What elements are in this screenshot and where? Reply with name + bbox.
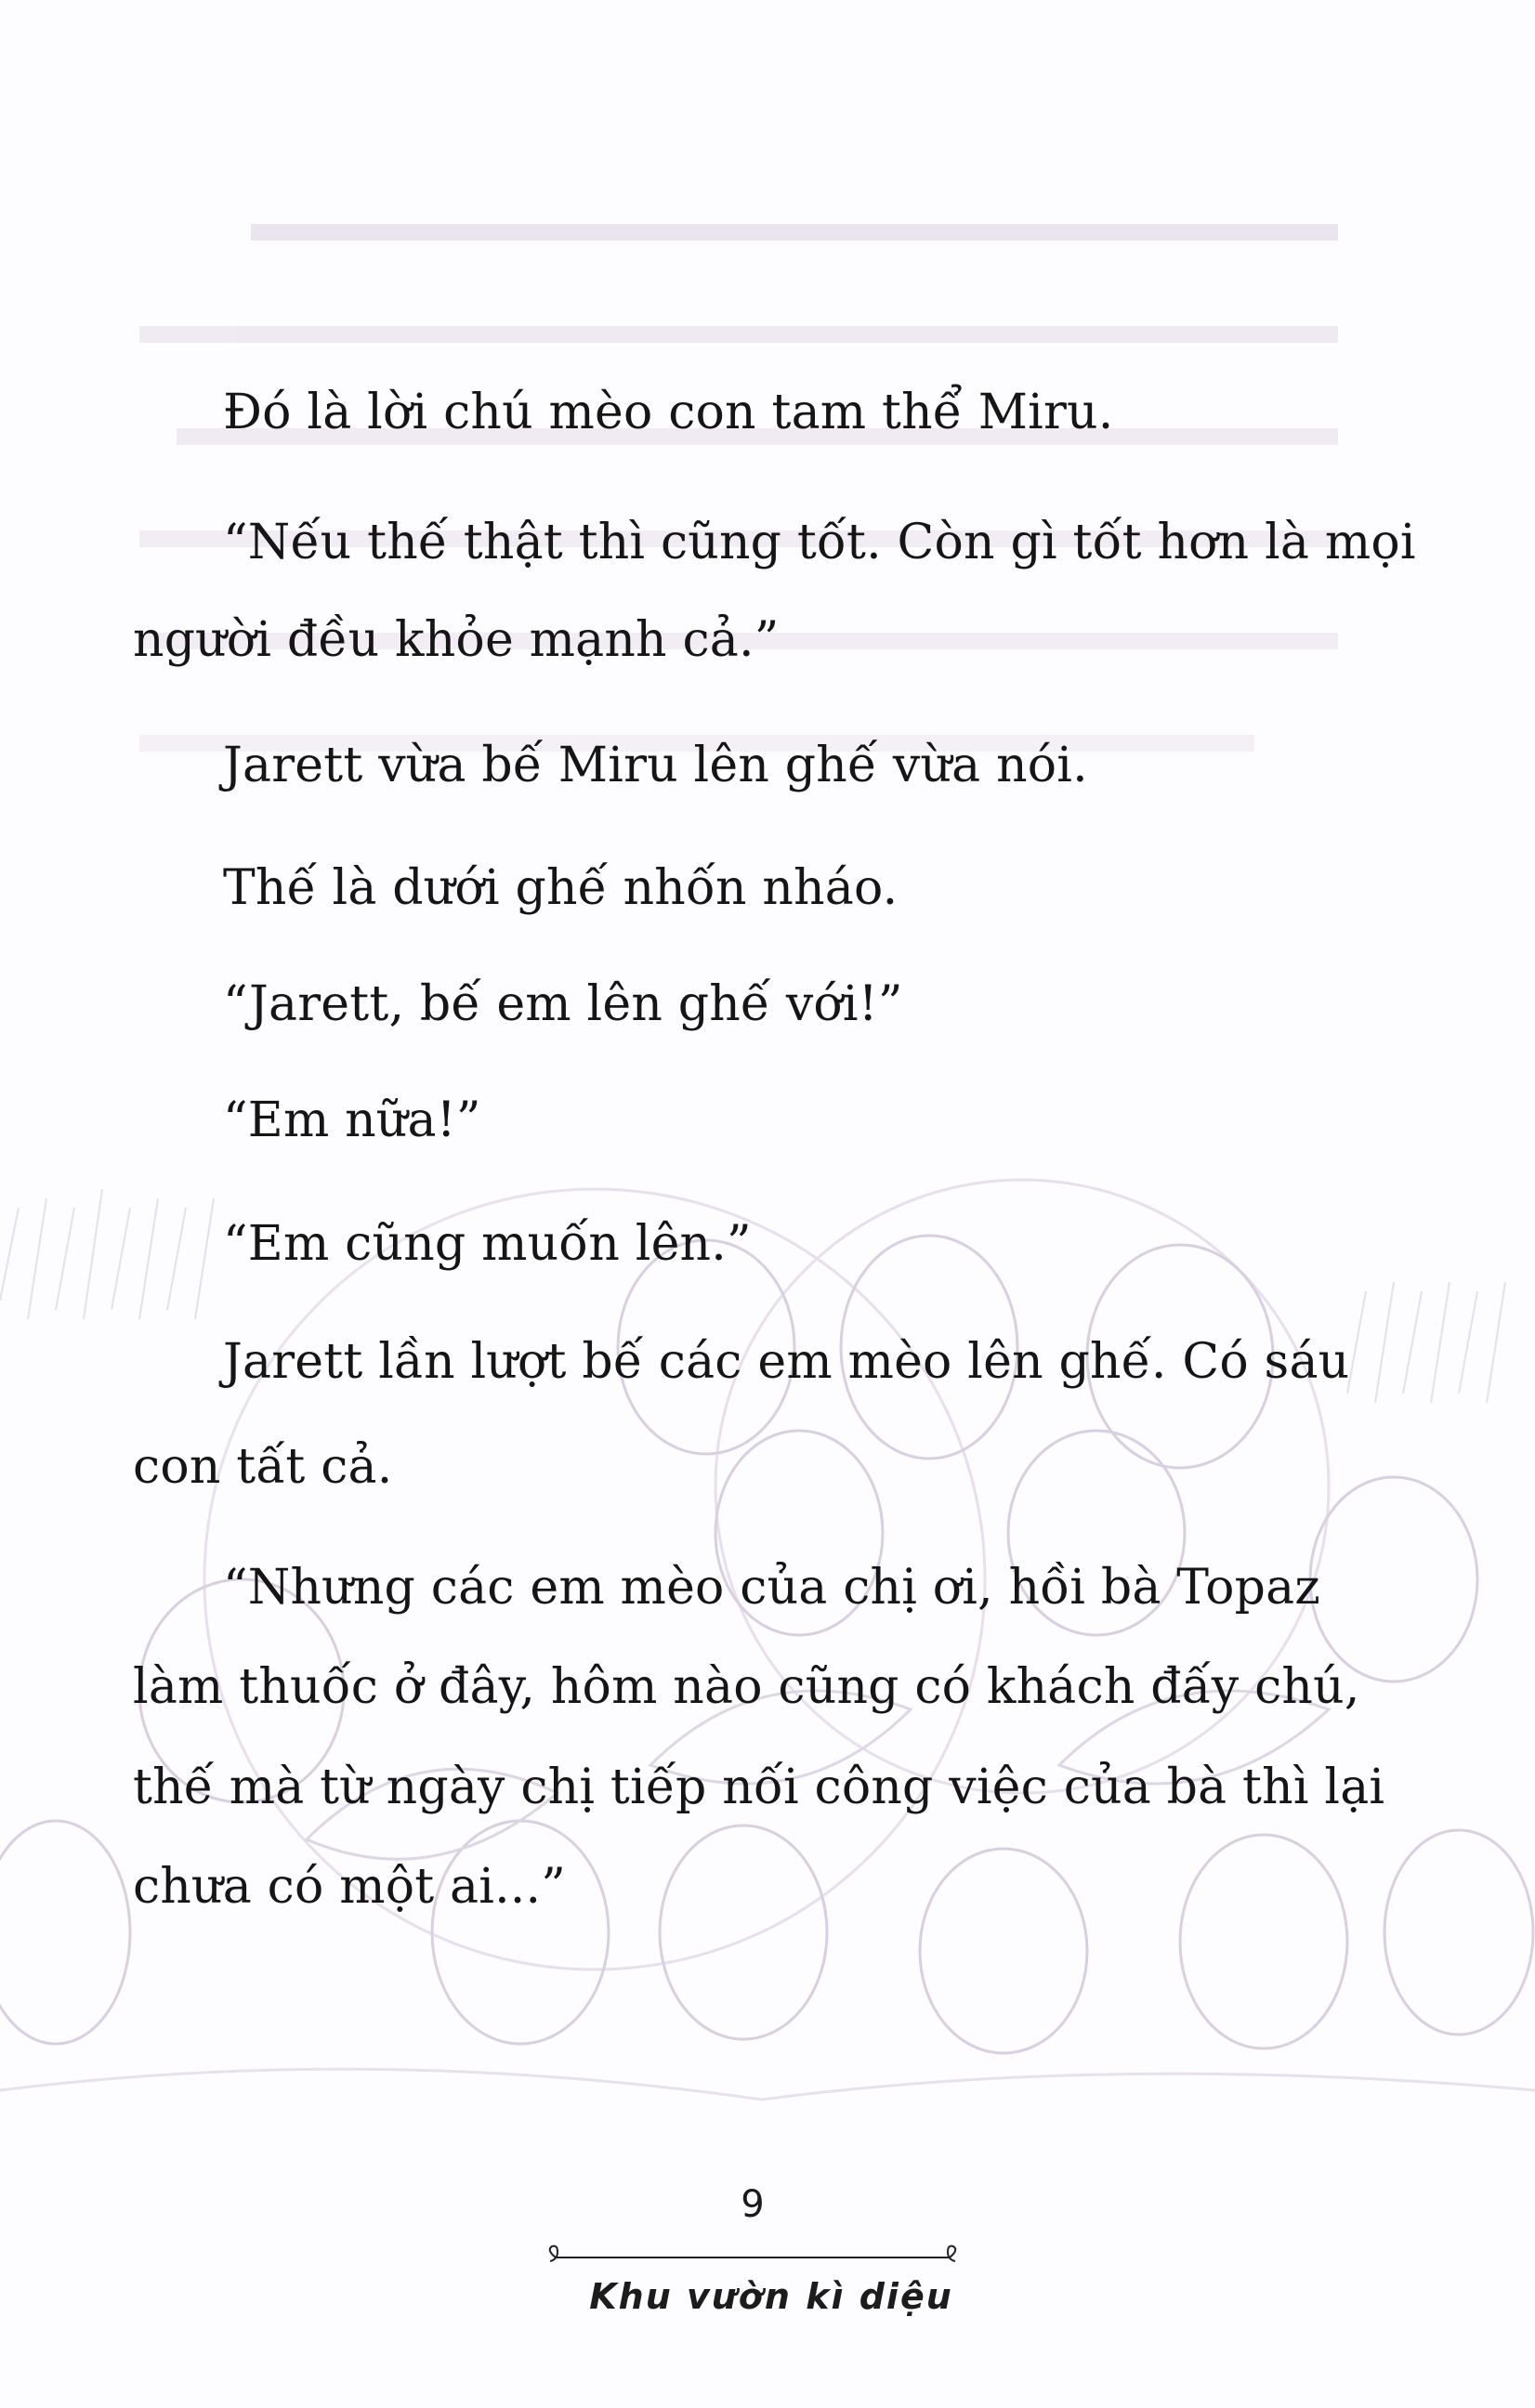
paragraph-line: người đều khỏe mạnh cả.” [133,612,780,668]
paragraph-line: “Em cũng muốn lên.” [223,1216,752,1272]
paragraph-line: Thế là dưới ghế nhốn nháo. [223,860,899,916]
paragraph-line: Jarett vừa bế Miru lên ghế vừa nói. [223,738,1088,793]
ornament-divider [539,2244,966,2271]
paragraph-line: “Nếu thế thật thì cũng tốt. Còn gì tốt hơn là mọi [223,515,1416,570]
paragraph-line: con tất cả. [133,1439,393,1495]
paragraph-line: Đó là lời chú mèo con tam thể Miru. [223,385,1114,440]
paragraph-line: chưa có một ai...” [133,1859,567,1915]
page-number: 9 [741,2183,765,2226]
paragraph-line: Jarett lần lượt bế các em mèo lên ghế. Có sáu [223,1334,1350,1390]
paragraph-line: làm thuốc ở đây, hôm nào cũng có khách đấy chú, [133,1659,1360,1715]
paragraph-line: thế mà từ ngày chị tiếp nối công việc của bà thì lại [133,1760,1385,1815]
paragraph-line: “Jarett, bế em lên ghế với!” [223,976,903,1032]
running-title: Khu vườn kì diệu [589,2276,953,2317]
paragraph-line: “Nhưng các em mèo của chị ơi, hồi bà Topaz [223,1560,1320,1616]
paragraph-line: “Em nữa!” [223,1093,481,1148]
